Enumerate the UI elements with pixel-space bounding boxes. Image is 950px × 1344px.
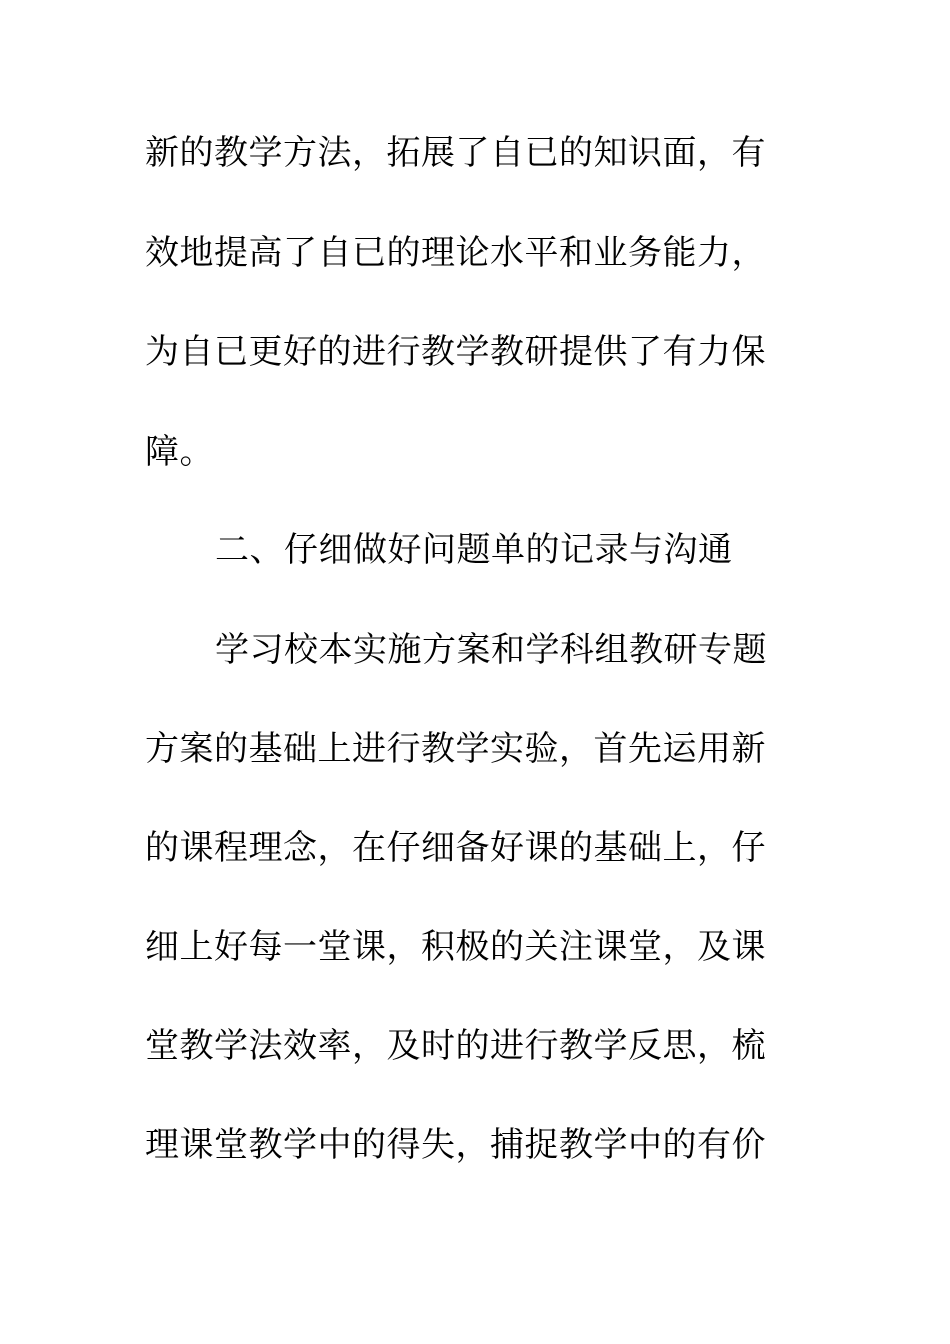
paragraph-line: 障。 bbox=[145, 432, 214, 472]
paragraph-line: 学习校本实施方案和学科组教研专题 bbox=[215, 630, 767, 670]
paragraph-line: 堂教学法效率，及时的进行教学反思，梳 bbox=[145, 1026, 766, 1066]
paragraph-line: 效地提高了自已的理论水平和业务能力， bbox=[145, 233, 766, 273]
paragraph-line: 新的教学方法，拓展了自已的知识面，有 bbox=[145, 133, 766, 173]
paragraph-line: 的课程理念，在仔细备好课的基础上，仔 bbox=[145, 828, 766, 868]
paragraph-line: 为自已更好的进行教学教研提供了有力保 bbox=[145, 332, 766, 372]
paragraph-line: 理课堂教学中的得失，捕捉教学中的有价 bbox=[145, 1125, 766, 1165]
paragraph-line: 方案的基础上进行教学实验，首先运用新 bbox=[145, 729, 766, 769]
paragraph-line: 细上好每一堂课，积极的关注课堂，及课 bbox=[145, 927, 766, 967]
section-heading: 二、仔细做好问题单的记录与沟通 bbox=[215, 530, 733, 570]
